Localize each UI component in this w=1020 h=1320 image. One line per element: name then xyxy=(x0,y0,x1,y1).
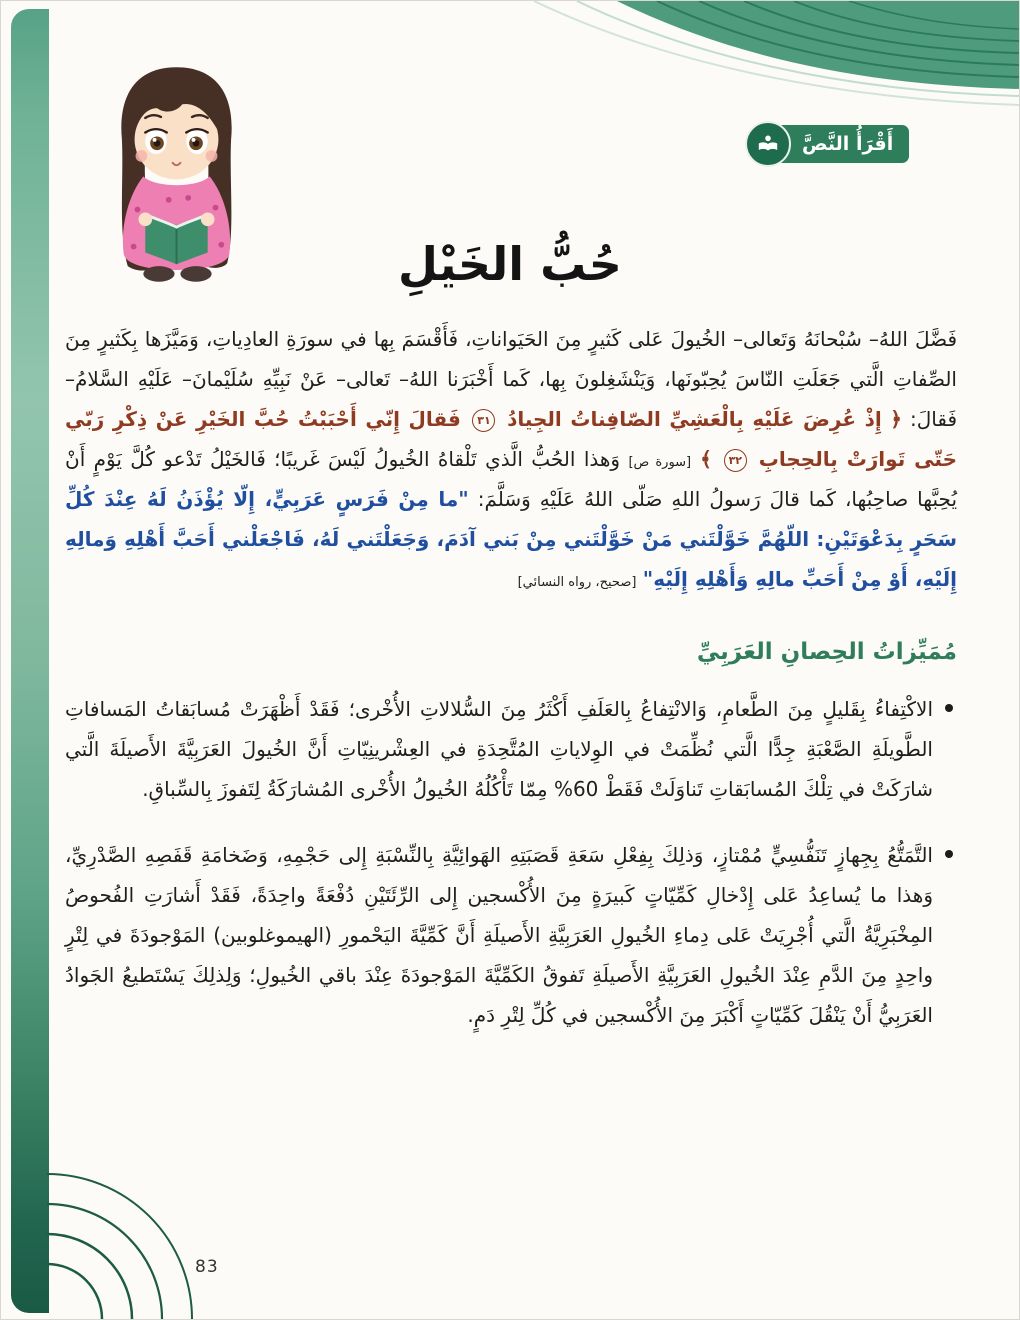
intro-paragraph xyxy=(65,319,957,599)
bullet-icon xyxy=(945,850,953,858)
corner-arcs-decoration xyxy=(399,1,1019,141)
reader-icon xyxy=(745,121,791,167)
page-number: 83 xyxy=(195,1257,219,1277)
quran-verse-text-2: فَقالَ إِنّي أَحْبَبْتُ حُبَّ الخَيْرِ عَنْ ذِكْرِ رَبّي حَتّى تَوارَتْ بِالحِجابِ xyxy=(65,407,957,471)
ayah-number-31: ٣١ xyxy=(472,409,495,432)
list-item xyxy=(65,689,953,809)
hadith-source-citation: [صحيح، رواه النسائي] xyxy=(517,575,637,590)
corner-arcs-decoration-bottom xyxy=(47,1119,197,1319)
page-title: حُبُّ الخَيْلِ xyxy=(398,237,622,291)
section-heading: مُمَيِّزاتُ الحِصانِ العَرَبِيِّ xyxy=(696,639,957,665)
quran-source-citation: [سورة ص] xyxy=(628,455,692,470)
intro-text-2: وَهذا الحُبُّ الَّذي تَلْقاهُ الخُيولُ لَيْسَ غَريبًا؛ فَالخَيْلُ تَدْعو كُلَّ يَوْمٍ أَنْ يُحِبَّها صاحِبُها، كَما قالَ رَسولُ اللهِ صَلّى اللهُ عَلَيْهِ وَسَلَّمَ: xyxy=(65,447,958,511)
quran-open-bracket: ﴿ xyxy=(890,407,903,431)
read-text-badge xyxy=(745,121,913,167)
list-item xyxy=(65,835,953,1035)
lesson-body xyxy=(65,319,957,1061)
bullet-icon xyxy=(945,704,953,712)
bullet-text-2: التَّمَتُّعُ بِجِهازٍ تَنَفُّسِيٍّ مُمْتازٍ، وَذلِكَ بِفِعْلِ سَعَةِ قَصَبَتِهِ الهَوائِيَّةِ بِالنِّسْبَةِ إِلى حَجْمِهِ، وَضَخامَةِ قَفَصِهِ الصَّدْرِيِّ، وَهذا ما يُساعِدُ عَلى إِدْخالِ كَمِّيّاتٍ كَبيرَةٍ مِنَ الأُكْسجين إِلى الرِّئَتَيْنِ دُفْعَةً واحِدَةً، فَقَدْ أَشارَتِ الفُحوصُ المِخْبَرِيَّةُ الَّتي أُجْرِيَتْ عَلى دِماءِ الخُيولِ العَرَبِيَّةِ الأَصيلَةِ أَنَّ كَمِّيَّةَ اليَحْمورِ (الهيموغلوبين) المَوْجودَةَ في لِتْرٍ واحِدٍ مِنَ الدَّمِ عِنْدَ الخُيولِ العَرَبِيَّةِ الأَصيلَةِ تَفوقُ الكَمِّيَّةَ المَوْجودَةَ عِنْدَ باقي الخُيولِ؛ وَلِذلِكَ يَسْتَطيعُ الجَوادُ العَرَبِيُّ أَنْ يَنْقُلَ كَمِّيّاتٍ أَكْبَرَ مِنَ الأُكْسجين في كُلِّ لِتْرِ دَمٍ. xyxy=(65,843,933,1027)
reader-icon-glyph xyxy=(755,131,781,157)
read-text-badge-label: أَقْرَأُ النَّصَّ xyxy=(802,133,894,155)
quran-close-bracket: ﴾ xyxy=(700,447,712,471)
intro-text-1: فَضَّلَ اللهُ– سُبْحانَهُ وَتَعالى– الخُيولَ عَلى كَثيرٍ مِنَ الحَيَواناتِ، فَأَقْسَمَ بِها في سورَةِ العادِياتِ، وَمَيَّزَها بِكَثيرٍ مِنَ الصِّفاتِ الَّتي جَعَلَتِ النّاسَ يُحِبّونَها، وَيَنْشَغِلونَ بِها، كَما أَخْبَرَنا اللهُ– تَعالى– عَنْ نَبِيِّهِ سُلَيْمانَ– عَلَيْهِ السَّلامُ– فَقالَ: xyxy=(65,327,958,431)
ayah-number-32: ٣٢ xyxy=(724,449,747,472)
hadith-text: "ما مِنْ فَرَسٍ عَرَبِيٍّ، إِلّا يُؤْذَنُ لَهُ عِنْدَ كُلِّ سَحَرٍ بِدَعْوَتَيْنِ: اللّهُمَّ خَوَّلْتَني مَنْ خَوَّلْتَني مِنْ بَني آدَمَ، وَجَعَلْتَني لَهُ، فَاجْعَلْني أَحَبَّ أَهْلِهِ وَمالِهِ إِلَيْهِ، أَوْ مِنْ أَحَبِّ مالِهِ وَأَهْلِهِ إِلَيْهِ" xyxy=(65,487,957,591)
bullet-text-1: الاكْتِفاءُ بِقَليلٍ مِنَ الطَّعامِ، وَالانْتِفاعُ بِالعَلَفِ أَكْثَرُ مِنَ السُّلالاتِ الأُخْرى؛ فَقَدْ أَظْهَرَتْ مُسابَقاتُ المَسافاتِ الطَّويلَةِ الصَّعْبَةِ جِدًّا الَّتي نُظِّمَتْ في الوِلاياتِ المُتَّحِدَةِ في العِشْرينِيّاتِ أَنَّ الخُيولَ العَرَبِيَّةَ الأَصيلَةَ الَّتي شارَكَتْ في تِلْكَ المُسابَقاتِ تَناوَلَتْ فَقَطْ 60% مِمّا تَأْكُلُهُ الخُيولُ الأُخْرى المُشارَكَةُ لِتَفوزَ بِالسِّباقِ. xyxy=(65,697,933,801)
quran-verse-text-1: إِذْ عُرِضَ عَلَيْهِ بِالْعَشِيِّ الصّافِناتُ الجِيادُ xyxy=(507,407,882,431)
left-green-band xyxy=(11,9,49,1313)
